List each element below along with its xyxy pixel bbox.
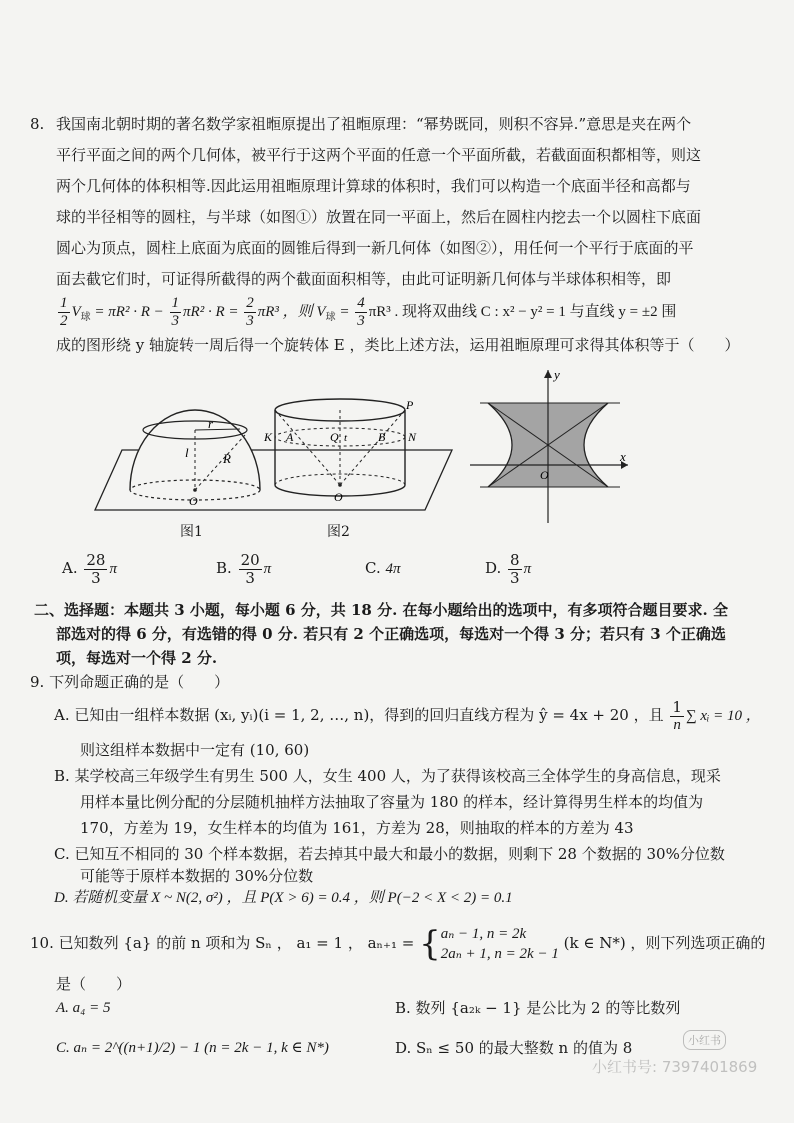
y-arrow-icon	[544, 370, 552, 378]
option-a-den: 3	[91, 568, 101, 587]
option-b-den: 3	[245, 568, 255, 587]
option-a-num: 28	[86, 550, 106, 569]
option-b-num: 20	[240, 550, 260, 569]
q10-cases	[441, 924, 559, 964]
q9-a-frac-num: 1	[672, 697, 682, 716]
option-d-den: 3	[510, 568, 520, 587]
q10-option-d: D. Sₙ ≤ 50 的最大整数 n 的值为 8	[395, 1039, 633, 1057]
q9-a-text-1: A. 已知由一组样本数据 (xᵢ, yᵢ)(i = 1, 2, …, n)，得到的回归直线方程为 ŷ = 4x + 20 ，且	[54, 706, 664, 724]
watermark-badge: 小红书	[683, 1030, 726, 1050]
q8-last-line: 成的图形绕 y 轴旋转一周后得一个旋转体 E ，类比上述方法，运用祖暅原理可求得其体积等于（ ）	[56, 336, 740, 354]
q8-number: 8.	[30, 115, 45, 133]
center-O1	[193, 488, 197, 492]
q8-line-5: 圆心为顶点，圆柱上底面为底面的圆锥后得到一新几何体（如图②），用任何一个平行于底面的平	[56, 239, 694, 257]
q8-line-1: 我国南北朝时期的著名数学家祖暅原提出了祖暅原理：“幂势既同，则积不容异.”意思是夹在两个	[56, 115, 692, 133]
option-c-text: 4π	[385, 561, 401, 577]
label-A: A	[286, 430, 294, 444]
frac-half-num: 1	[60, 295, 68, 312]
q9-option-b-line2: 用样本量比例分配的分层随机抽样方法抽取了容量为 180 的样本，经计算得男生样本的均值为	[80, 793, 704, 811]
section2-line-2: 部选对的得 6 分，有选错的得 0 分. 若只有 2 个正确选项，每选对一个得 3 分；若只有 3 个正确选	[56, 625, 726, 643]
q10-option-c: C. aₙ = 2^((n+1)/2) − 1 (n = 2k − 1, k ∈ N*)	[56, 1040, 329, 1056]
shaded-right	[548, 403, 608, 487]
eq-part-4: =	[335, 304, 354, 320]
q9-option-a-line2: 则这组样本数据中一定有 (10, 60)	[80, 741, 310, 759]
center-O2	[338, 483, 342, 487]
q8-option-d	[485, 548, 531, 588]
shaded-left	[488, 403, 548, 487]
q8-option-a	[62, 548, 117, 588]
v-ball-sub: 球	[80, 312, 91, 323]
brace-icon: {	[419, 924, 441, 964]
option-d-num: 8	[510, 550, 520, 569]
q8-line-2: 平行平面之间的两个几何体，被平行于这两个平面的任意一个平面所截，若截面面积都相等，则这	[56, 146, 702, 164]
fig2-caption: 图2	[327, 524, 350, 540]
eq-part-5: πR³ . 现将双曲线 C : x² − y² = 1 与直线 y = ±2 围	[368, 304, 677, 320]
section2-line-1: 二、选择题：本题共 3 小题，每小题 6 分，共 18 分. 在每小题给出的选项中，有多项符合题目要求. 全	[34, 601, 728, 619]
q9-option-c-line1: C. 已知互不相同的 30 个样本数据，若去掉其中最大和最小的数据，则剩下 28 个数据的 30%分位数	[54, 845, 725, 863]
frac-third-den: 3	[171, 313, 180, 330]
frac-four-den: 3	[357, 313, 365, 330]
q8-line-6: 面去截它们时，可证得所截得的两个截面面积相等，由此可证明新几何体与半球体积相等，即	[56, 270, 672, 288]
fig1-caption: 图1	[180, 524, 203, 540]
eq-part-2: πR² · R =	[183, 304, 243, 320]
option-b-tail: π	[263, 561, 272, 577]
q9-option-b-line3: 170，方差为 19，女生样本的均值为 161，方差为 28，则抽取的样本的方差为 43	[80, 819, 634, 837]
option-d-tail: π	[523, 561, 532, 577]
q10-stem-a: 10. 已知数列 {a} 的前 n 项和为 Sₙ ， a₁ = 1 ， aₙ₊₁ =	[30, 934, 415, 952]
label-O3: O	[540, 468, 549, 482]
watermark-text: 小红书号: 7397401869	[592, 1058, 758, 1076]
label-O2: O	[334, 490, 343, 504]
section2-line-3: 项，每选对一个得 2 分.	[56, 649, 218, 667]
figure-hemisphere-cylinder	[90, 385, 460, 525]
q9-option-b-line1: B. 某学校高三年级学生有男生 500 人，女生 400 人，为了获得该校高三全体学生的身高信息，现采	[54, 767, 721, 785]
eq-part-3: πR³ ，则	[257, 304, 317, 320]
label-Q: Q	[330, 430, 339, 444]
label-O1: O	[189, 494, 198, 508]
q9-option-a-line1	[54, 695, 761, 735]
frac-four-num: 4	[357, 295, 365, 312]
label-B: B	[378, 430, 386, 444]
q10-stem-line1	[30, 918, 765, 968]
label-R: R	[223, 451, 231, 466]
option-a-tail: π	[109, 561, 117, 577]
q9-stem: 9. 下列命题正确的是（ ）	[30, 673, 230, 691]
q10-case-2: 2aₙ + 1, n = 2k − 1	[440, 946, 559, 962]
label-P: P	[406, 398, 414, 412]
q9-option-c-line2: 可能等于原样本数据的 30%分位数	[80, 867, 314, 885]
q10-stem-b: (k ∈ N*) ，则下列选项正确的	[563, 934, 766, 952]
q8-option-c	[365, 556, 401, 581]
label-y: y	[554, 367, 560, 382]
frac-third-num: 1	[171, 295, 180, 312]
frac-half-den: 2	[60, 313, 68, 330]
q9-a-text-2: ∑ xᵢ = 10 ，	[685, 708, 761, 724]
option-c-letter: C.	[365, 559, 381, 577]
q8-option-b	[216, 548, 271, 588]
frac-two-num: 2	[246, 295, 254, 312]
q8-line-4: 球的半径相等的圆柱，与半球（如图①）放置在同一平面上，然后在圆柱内挖去一个以圆柱下底面	[56, 208, 702, 226]
q8-formula-line	[56, 292, 676, 332]
q8-line-3: 两个几何体的体积相等.因此运用祖暅原理计算球的体积时，我们可以构造一个底面半径和高都与	[56, 177, 691, 195]
label-x: x	[620, 449, 626, 464]
q10-option-b: B. 数列 {a₂ₖ − 1} 是公比为 2 的等比数列	[395, 999, 681, 1017]
v-ball-2: V	[316, 304, 326, 320]
label-l: l	[185, 445, 189, 460]
q9-a-frac-den: n	[673, 716, 681, 733]
option-d-letter: D.	[485, 559, 502, 577]
figure-hyperbola	[470, 365, 635, 525]
v-ball-2-sub: 球	[325, 312, 336, 323]
q10-option-a: A. a₄ = 5	[56, 1000, 111, 1016]
label-N: N	[408, 430, 417, 444]
frac-two-den: 3	[246, 313, 254, 330]
option-a-letter: A.	[62, 559, 78, 577]
eq-part-1: = πR² · R −	[90, 304, 168, 320]
label-r: r	[208, 416, 214, 431]
label-t: t	[344, 432, 348, 444]
v-ball: V	[71, 304, 81, 320]
label-K: K	[264, 430, 273, 444]
q9-option-d: D. 若随机变量 X ~ N(2, σ²) ，且 P(X > 6) = 0.4 ，则 P(−2 < X < 2) = 0.1	[54, 890, 513, 906]
q10-case-1: aₙ − 1, n = 2k	[440, 926, 527, 942]
q10-stem-line2: 是（ ）	[56, 975, 132, 993]
option-b-letter: B.	[216, 559, 232, 577]
